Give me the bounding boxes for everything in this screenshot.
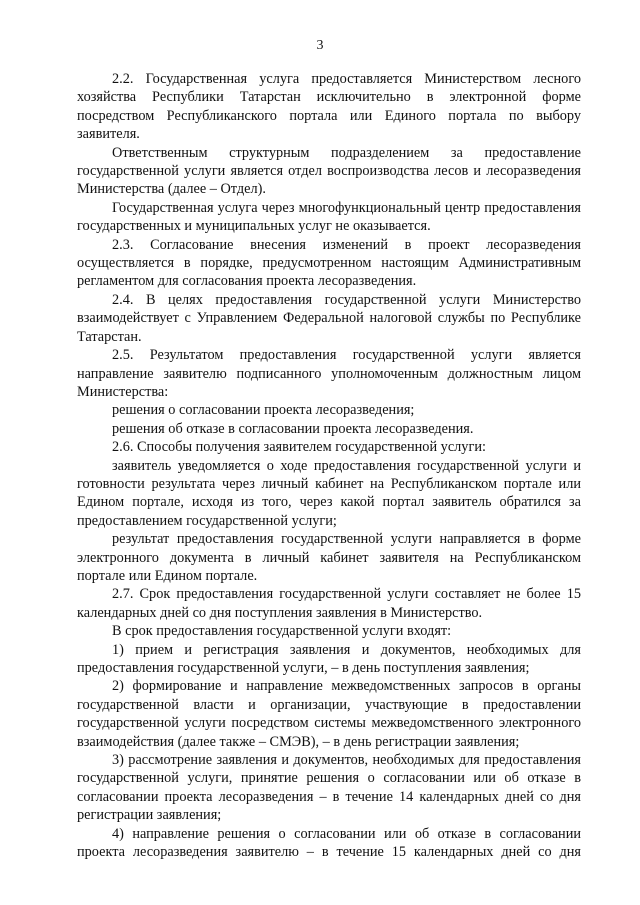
- paragraph-2-2: 2.2. Государственная услуга предоставляется Министерством лесного хозяйства Республики Татарстан исключительно в электронной форме посредством Республиканского портала или Единого портала по выбору заявителя.: [77, 71, 581, 143]
- paragraph-2-6: 2.6. Способы получения заявителем государственной услуги:: [112, 439, 486, 456]
- paragraph-responsible-unit: Ответственным структурным подразделением за предоставление государственной услуги является отдел воспроизводства лесов и лесоразведения Министерства (далее – Отдел).: [77, 144, 581, 198]
- paragraph-2-4: 2.4. В целях предоставления государственной услуги Министерство взаимодействует с Управлением Федеральной налоговой службы по Республике Татарстан.: [77, 291, 581, 345]
- paragraph-2-7: 2.7. Срок предоставления государственной услуги составляет не более 15 календарных дней со дня поступления заявления в Министерство.: [77, 586, 581, 621]
- paragraph-2-3: 2.3. Согласование внесения изменений в проект лесоразведения осуществляется в порядке, предусмотренном настоящим Административным регламентом для согласования проекта лесоразведения.: [77, 236, 581, 290]
- paragraph-step-2: 2) формирование и направление межведомственных запросов в органы государственной власти и организации, участвующие в предоставлении государственной услуги посредством системы межведомственного электронного взаимодействия (далее также – СМЭВ), – в день регистрации заявления;: [77, 678, 581, 750]
- paragraph-result-refusal: решения об отказе в согласовании проекта лесоразведения.: [112, 420, 474, 437]
- paragraph-step-1: 1) прием и регистрация заявления и документов, необходимых для предоставления государственной услуги, – в день поступления заявления;: [77, 641, 581, 676]
- paragraph-step-4: 4) направление решения о согласовании или об отказе в согласовании проекта лесоразведения заявителю – в течение 15 календарных дней со дня: [77, 825, 581, 861]
- paragraph-step-3: 3) рассмотрение заявления и документов, необходимых для предоставления государственной услуги, принятие решения о согласовании или об отказе в согласовании проекта лесоразведения – в течение 14 календарных дней со дня регистрации заявления;: [77, 752, 581, 824]
- paragraph-term-includes: В срок предоставления государственной услуги входят:: [112, 623, 452, 640]
- document-body: [77, 70, 581, 861]
- paragraph-result-delivery: результат предоставления государственной услуги направляется в форме электронного документа в личный кабинет заявителя на Республиканском портале или Едином портале.: [77, 531, 581, 584]
- paragraph-mfc: Государственная услуга через многофункциональный центр предоставления государственных и муниципальных услуг не оказывается.: [77, 199, 581, 235]
- paragraph-2-5: 2.5. Результатом предоставления государственной услуги является направление заявителю подписанного уполномоченным должностным лицом Министерства:: [77, 347, 581, 400]
- paragraph-result-approval: решения о согласовании проекта лесоразведения;: [112, 402, 415, 419]
- page-number: 3: [316, 38, 324, 53]
- paragraph-notification: заявитель уведомляется о ходе предоставления государственной услуги и готовности результата через личный кабинет на Республиканском портале или Едином портале, исходя из того, через какой портал заявитель обратился за предоставлением государственной услуги;: [77, 457, 581, 529]
